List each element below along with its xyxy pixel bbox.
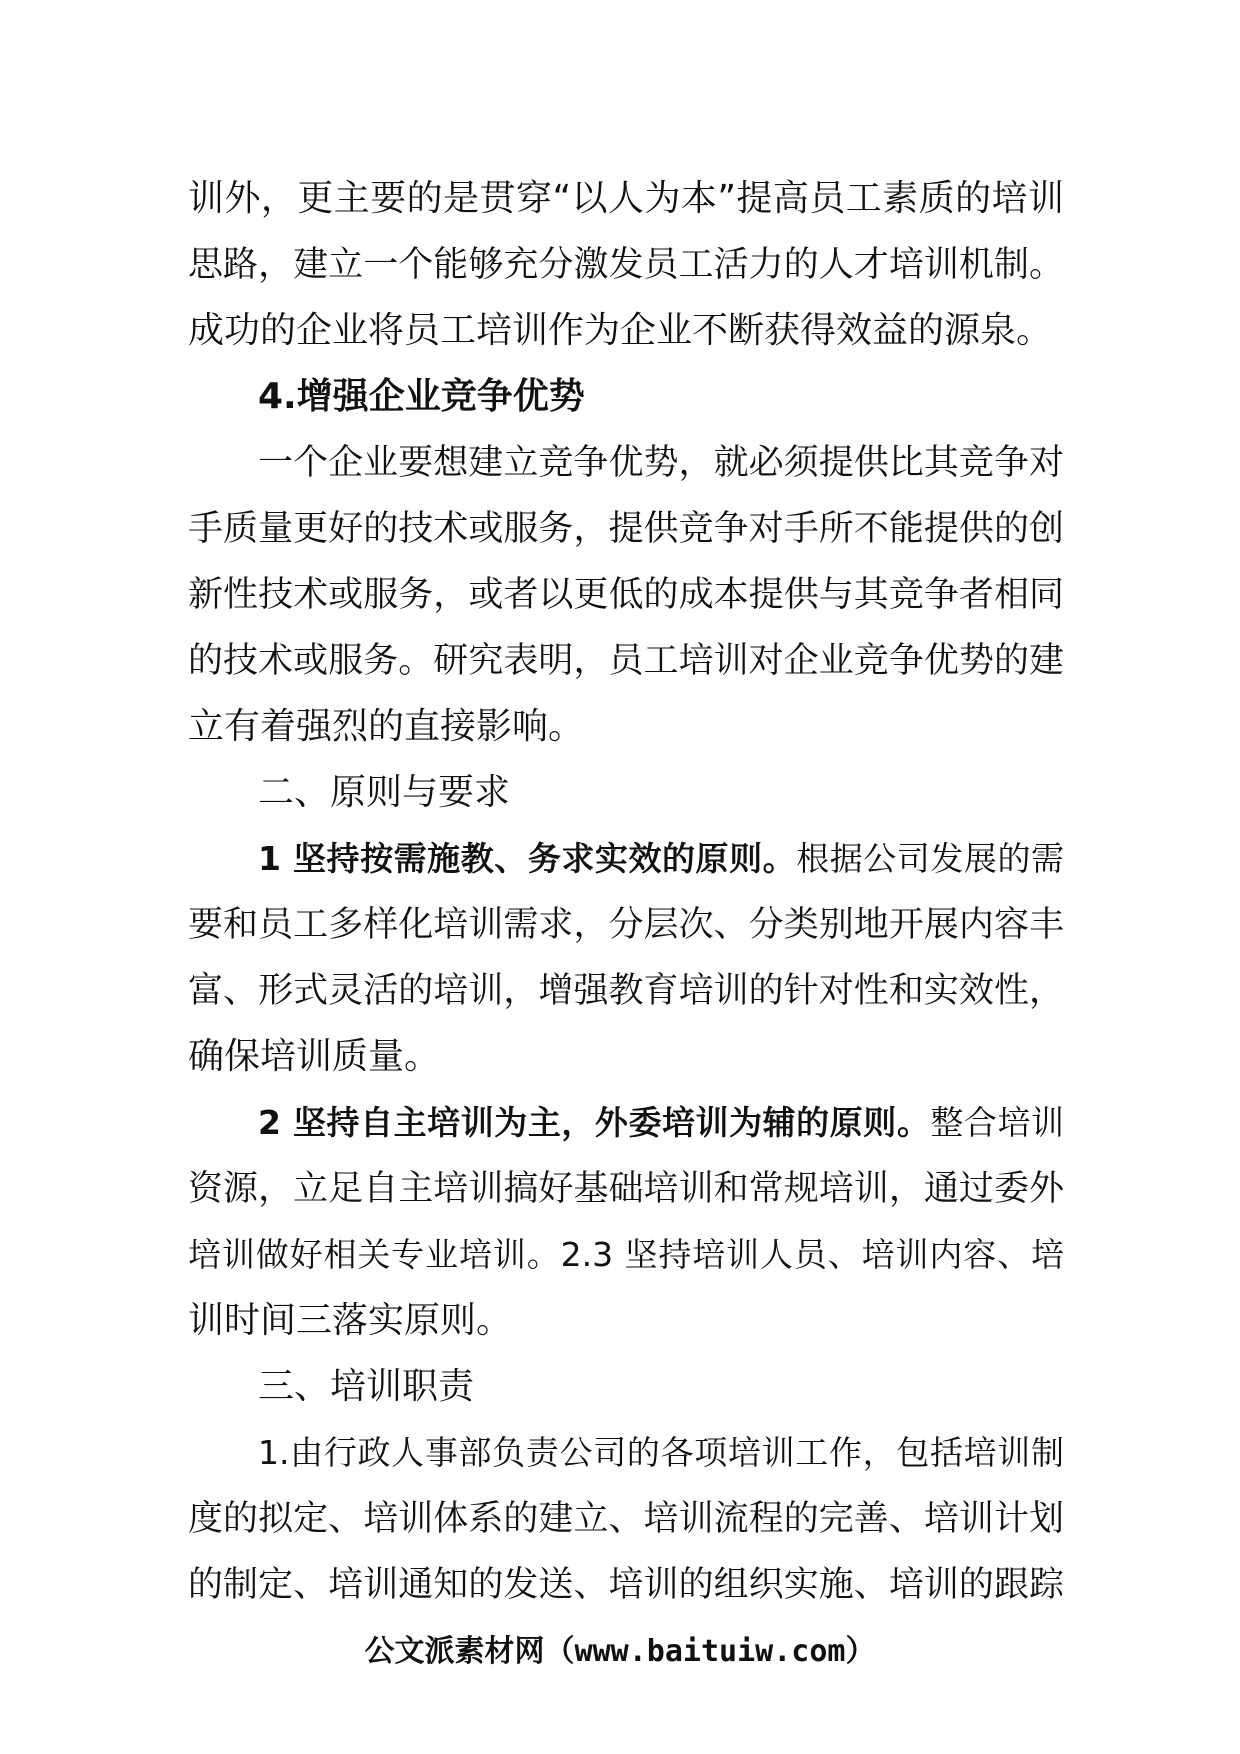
body-line: 的技术或服务。研究表明，员工培训对企业竞争优势的建 xyxy=(188,641,1064,681)
principle-title: 2 坚持自主培训为主，外委培训为辅的原则。 xyxy=(258,1103,931,1142)
principle-text: 整合培训 xyxy=(930,1103,1065,1142)
section-heading: 二、原则与要求 xyxy=(258,772,511,813)
body-line: 1.由行政人事部负责公司的各项培训工作，包括培训制 xyxy=(258,1433,1064,1472)
footer-site-name: 公文派素材网 xyxy=(364,1634,545,1669)
body-line: 培训做好相关专业培训。2.3 坚持培训人员、培训内容、培 xyxy=(188,1235,1064,1274)
body-line: 确保培训质量。 xyxy=(188,1036,441,1077)
section-heading: 4.增强企业竞争优势 xyxy=(258,376,585,417)
body-line: 手质量更好的技术或服务，提供竞争对手所不能提供的创 xyxy=(188,509,1064,549)
body-line: 的制定、培训通知的发送、培训的组织实施、培训的跟踪 xyxy=(188,1565,1064,1605)
body-line: 思路，建立一个能够充分激发员工活力的人才培训机制。 xyxy=(188,245,1064,285)
footer-url: （www.baituiw.com） xyxy=(544,1634,876,1669)
section-heading: 三、培训职责 xyxy=(258,1366,475,1407)
principle-text: 根据公司发展的需 xyxy=(796,839,1065,878)
body-line: 度的拟定、培训体系的建立、培训流程的完善、培训计划 xyxy=(188,1499,1064,1539)
body-line: 训时间三落实原则。 xyxy=(188,1300,513,1341)
body-line: 新性技术或服务，或者以更低的成本提供与其竞争者相同 xyxy=(188,575,1064,615)
page-footer xyxy=(0,1632,1240,1672)
body-line: 富、形式灵活的培训，增强教育培训的针对性和实效性， xyxy=(188,971,1064,1011)
principle-line xyxy=(188,826,1064,892)
body-line: 训外，更主要的是贯穿“以人为本”提高员工素质的培训 xyxy=(188,178,1064,219)
body-line: 一个企业要想建立竞争优势，就必须提供比其竞争对 xyxy=(258,443,1064,483)
body-line: 资源，立足自主培训搞好基础培训和常规培训，通过委外 xyxy=(188,1169,1064,1209)
body-line: 要和员工多样化培训需求，分层次、分类别地开展内容丰 xyxy=(188,905,1064,945)
principle-line xyxy=(188,1090,1064,1156)
body-line: 成功的企业将员工培训作为企业不断获得效益的源泉。 xyxy=(188,310,1053,351)
body-line: 立有着强烈的直接影响。 xyxy=(188,706,585,747)
document-body xyxy=(188,166,1064,1618)
principle-title: 1 坚持按需施教、务求实效的原则。 xyxy=(258,839,797,878)
